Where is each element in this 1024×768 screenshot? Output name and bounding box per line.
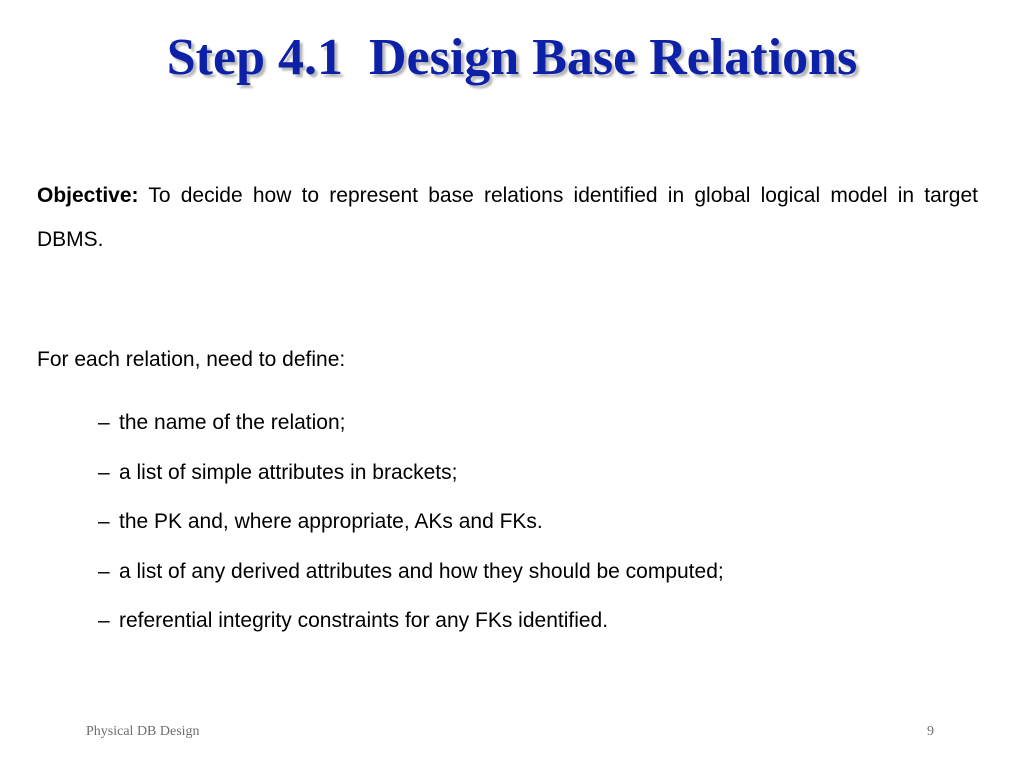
bullet-item bbox=[98, 554, 724, 604]
objective-paragraph bbox=[37, 174, 978, 262]
dash-marker: – bbox=[98, 609, 110, 632]
bullet-item bbox=[98, 405, 724, 455]
dash-marker: – bbox=[98, 510, 110, 533]
slide-title: Step 4.1 Design Base Relations bbox=[166, 29, 858, 86]
dash-marker: – bbox=[98, 460, 110, 484]
objective-label: Objective: bbox=[37, 184, 139, 207]
dash-marker: – bbox=[98, 559, 110, 583]
bullet-text: the PK and, where appropriate, AKs and FKs. bbox=[119, 510, 543, 533]
bullet-item bbox=[98, 455, 724, 505]
bullet-text: a list of any derived attributes and how they should be computed; bbox=[119, 559, 724, 583]
bullet-list bbox=[98, 405, 724, 653]
intro-text: For each relation, need to define: bbox=[37, 348, 346, 371]
bullet-item bbox=[98, 504, 724, 554]
bullet-item bbox=[98, 603, 724, 653]
bullet-text: referential integrity constraints for any FKs identified. bbox=[119, 609, 609, 632]
bullet-text: the name of the relation; bbox=[119, 411, 346, 434]
dash-marker: – bbox=[98, 411, 110, 434]
objective-text: To decide how to represent base relations identified in global logical model in target DBMS. bbox=[37, 184, 978, 251]
footer-title: Physical DB Design bbox=[86, 724, 200, 739]
bullet-text: a list of simple attributes in brackets; bbox=[119, 460, 458, 484]
page-number: 9 bbox=[927, 724, 934, 739]
